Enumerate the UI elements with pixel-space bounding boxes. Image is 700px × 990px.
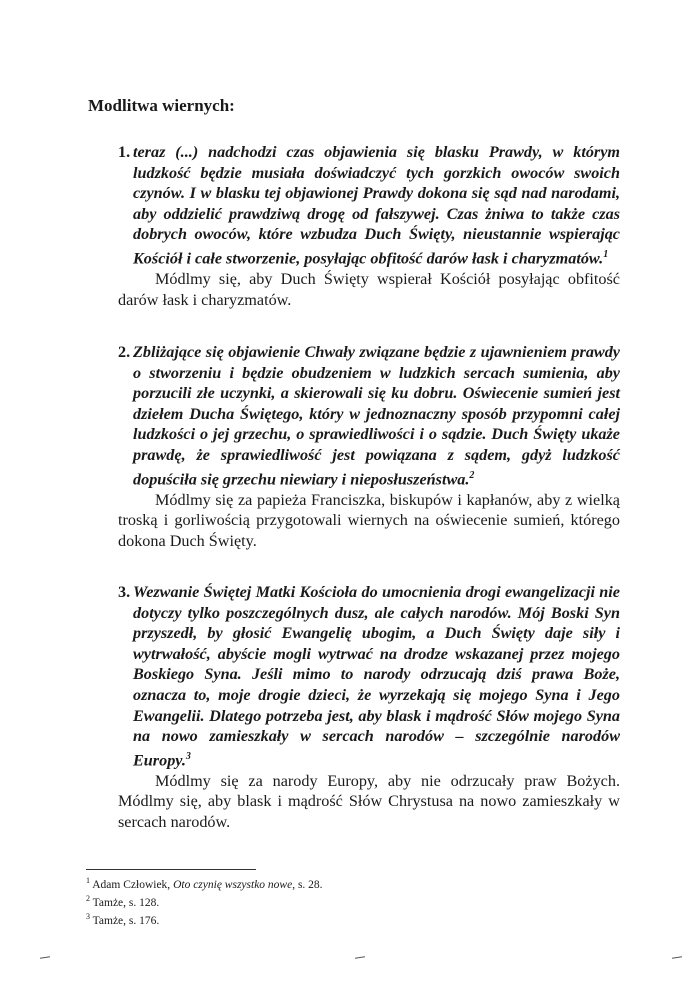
prayer-item-1	[118, 142, 620, 310]
page-title: Modlitwa wiernych:	[88, 96, 235, 115]
item-quote: teraz (...) nadchodzi czas objawienia się blasku Prawdy, w którym ludzkość będzie musiała doświadczyć tych gorzkich owoców swoich czynów. I w blasku tej objawionej Prawdy dokona się sąd nad narodami, aby oddzielić prawdziwą drogę od fałszywej. Czas żniwa to także czas dobrych owoców, które wzbudza Duch Święty, nieustannie wspierając Kościół i całe stworzenie, posyłając obfitość darów łask i charyzmatów.$^1$	[133, 143, 620, 268]
item-number: 3.	[118, 583, 131, 601]
footnote-1: $^1$ Adam Człowiek, Oto czynię wszystko nowe, s. 28.	[86, 876, 323, 891]
footnote-divider	[86, 869, 256, 870]
item-number: 2.	[118, 343, 131, 361]
item-quote: Wezwanie Świętej Matki Kościoła do umocnienia drogi ewangelizacji nie dotyczy tylko poszczególnych dusz, ale całych narodów. Mój Boski Syn przyszedł, by głosić Ewangelię ubogim, a Duch Święty daje siły i wytrwałość, abyście mogli wytrwać na drodze wskazanej przez mojego Boskiego Syna. Jeśli mimo to narody odrzucają dziś prawa Boże, oznacza to, moje drogie dzieci, że wyrzekają się mojego Syna i Jego Ewangelii. Dlatego potrzeba jest, aby blask i mądrość Słów mojego Syna na nowo zamieszkały w sercach narodów – szczególnie narodów Europy.$^3$	[133, 583, 620, 770]
item-prayer: Módlmy się, aby Duch Święty wspierał Kościół posyłając obfitość darów łask i charyzmatów.	[118, 269, 620, 309]
prayer-item-2	[118, 342, 620, 551]
footnote-ref: 2	[469, 469, 475, 481]
item-quote: Zbliżające się objawienie Chwały związane będzie z ujawnieniem prawdy o stworzeniu i będzie obudzeniem w ludzkich sercach sumienia, aby porzucili złe uczynki, a skierowali się ku dobru. Oświecenie sumień jest dziełem Ducha Świętego, który w jednoznaczny sposób przypomni całej ludzkości o jej grzechu, o sprawiedliwości i o sądzie. Duch Święty ukaże prawdę, że sprawiedliwość jest powiązana z sądem, gdyż ludzkość dopuściła się grzechu niewiary i nieposłuszeństwa.$^2$	[133, 343, 620, 488]
item-prayer: Módlmy się za narody Europy, aby nie odrzucały praw Bożych. Módlmy się, aby blask i mądrość Słów Chrystusa na nowo zamieszkały w sercach narodów.	[118, 771, 620, 831]
footnote-2: $^2$ Tamże, s. 128.	[86, 893, 160, 909]
footnote-ref: 3	[185, 750, 191, 762]
item-number: 1.	[118, 143, 131, 161]
item-prayer: Módlmy się za papieża Franciszka, biskupów i kapłanów, aby z wielką troską i gorliwością przygotowali wiernych na oświecenie sumień, którego dokona Duch Święty.	[118, 490, 620, 550]
scan-mark	[672, 956, 682, 958]
scan-mark	[355, 956, 365, 958]
scan-mark	[40, 956, 50, 958]
footnote-3: $^3$ Tamże, s. 176.	[86, 911, 160, 927]
footnote-ref: 1	[603, 248, 609, 260]
prayer-item-3	[118, 582, 620, 833]
footnotes	[86, 874, 323, 927]
